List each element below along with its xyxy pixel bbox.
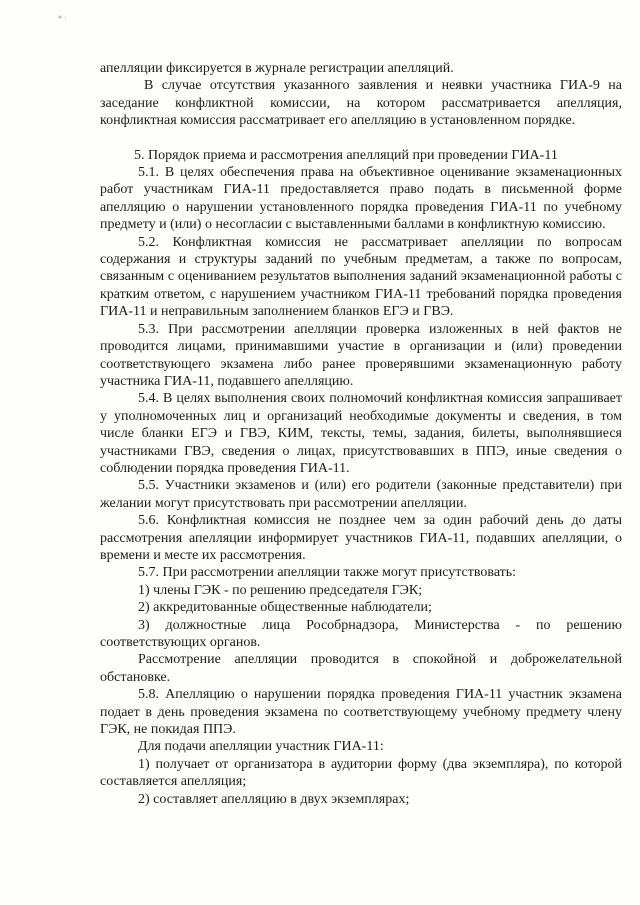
paragraph-5-1: 5.1. В целях обеспечения права на объективное оценивание экзаменационных работ участникам ГИА-11 предоставляется право подать в письменной форме апелляцию о нарушении установленного порядка проведения ГИА-11 по учебному предмету и (или) о несогласии с выставленными баллами в конфликтную комиссию. [100, 165, 622, 233]
paragraph-5-6: 5.6. Конфликтная комиссия не позднее чем за один рабочий день до даты рассмотрения апелляции информирует участников ГИА-11, подавших апелляции, о времени и месте их рассмотрения. [100, 513, 622, 563]
paragraph-atmosphere: Рассмотрение апелляции проводится в спокойной и доброжелательной обстановке. [100, 652, 622, 685]
list-item-2: 2) аккредитованные общественные наблюдатели; [138, 600, 432, 616]
document-body [100, 60, 622, 808]
paragraph-5-5: 5.5. Участники экзаменов и (или) его родители (законные представители) при желании могут присутствовать при рассмотрении апелляции. [100, 478, 622, 511]
paragraph-continuation: апелляции фиксируется в журнале регистрации апелляций. [100, 61, 454, 76]
paragraph-5-3: 5.3. При рассмотрении апелляции проверка изложенных в ней фактов не проводится лицами, принимавшими участие в организации и (или) проведении соответствующего экзамена либо ранее проверявшими экзаменационную работу участника ГИА-11, подавшего апелляцию. [100, 321, 622, 389]
step-item-2: 2) составляет апелляцию в двух экземплярах; [138, 791, 410, 807]
list-item-3: 3) должностные лица Рособрнадзора, Министерства - по решению соответствующих органов. [100, 617, 622, 650]
scan-corner-mark: * · [58, 14, 67, 23]
paragraph-5-2: 5.2. Конфликтная комиссия не рассматривает апелляции по вопросам содержания и структуры заданий по учебным предметам, а также по вопросам, связанным с оцениванием результатов выполнения заданий экзаменационной работы с кратким ответом, с нарушением участником ГИА-11 требований порядка проведения ГИА-11 и неправильным заполнением бланков ЕГЭ и ГВЭ. [100, 234, 622, 320]
paragraph-5-7: 5.7. При рассмотрении апелляции также могут присутствовать: [138, 565, 517, 581]
paragraph-filing-steps: Для подачи апелляции участник ГИА-11: [138, 739, 384, 755]
paragraph-no-statement: В случае отсутствия указанного заявления и неявки участника ГИА-9 на заседание конфликтной комиссии, на котором рассматривается апелляция, конфликтная комиссия рассматривает его апелляцию в установленном порядке. [100, 78, 622, 129]
paragraph-5-8: 5.8. Апелляцию о нарушении порядка проведения ГИА-11 участник экзамена подает в день проведения экзамена по соответствующему учебному предмету члену ГЭК, не покидая ППЭ. [100, 687, 622, 738]
step-item-1: 1) получает от организатора в аудитории форму (два экземпляра), по которой составляется апелляция; [100, 756, 622, 790]
list-item-1: 1) члены ГЭК - по решению председателя ГЭК; [138, 582, 423, 598]
section-heading-5: 5. Порядок приема и рассмотрения апелляций при проведении ГИА-11 [134, 147, 558, 163]
paragraph-5-4: 5.4. В целях выполнения своих полномочий конфликтная комиссия запрашивает у уполномоченных лиц и организаций необходимые документы и сведения, в том числе бланки ЕГЭ и ГВЭ, КИМ, тексты, темы, задания, билеты, выполнявшиеся участниками ГВЭ, сведения о лицах, присутствовавших в ППЭ, иные сведения о соблюдении порядка проведения ГИА-11. [100, 391, 622, 476]
